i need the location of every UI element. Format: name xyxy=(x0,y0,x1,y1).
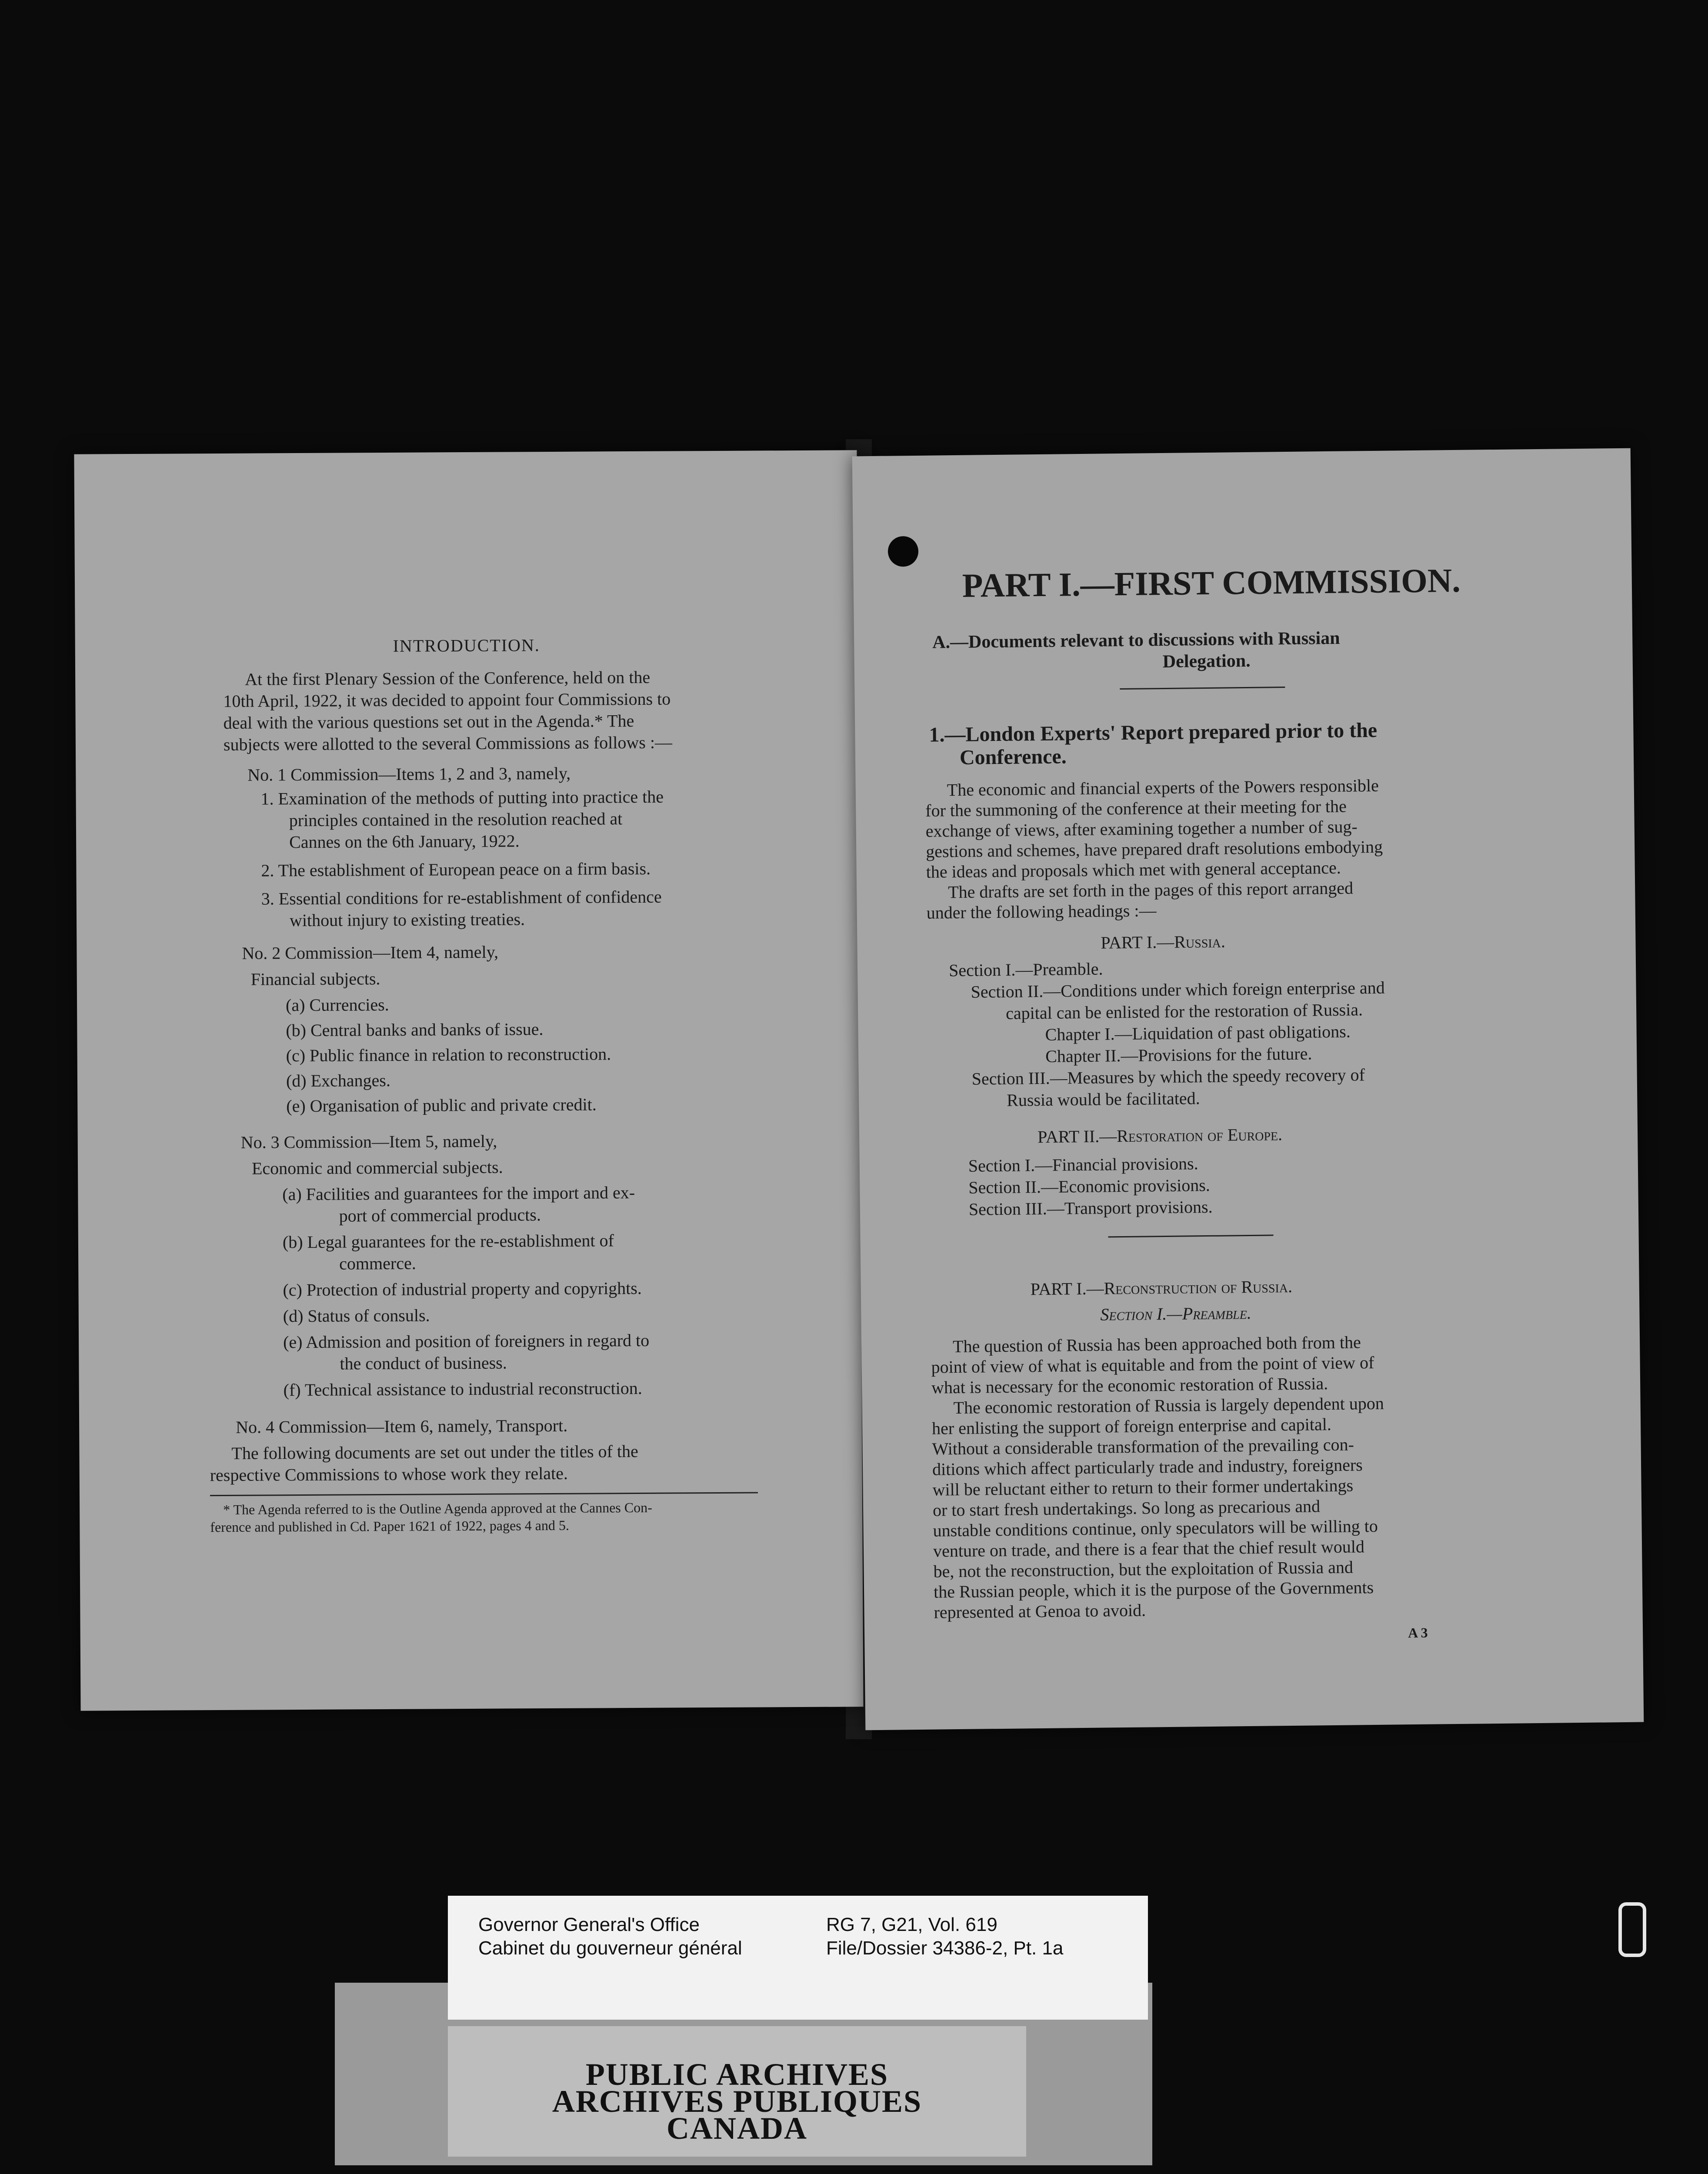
commission-1-item: without injury to existing treaties. xyxy=(289,909,525,930)
commission-3-item: (c) Protection of industrial property and copyrights. xyxy=(283,1278,642,1300)
section-a-heading: A.—Documents relevant to discussions with Russian xyxy=(932,628,1340,653)
intro-line: At the first Plenary Session of the Conference, held on the xyxy=(245,667,651,689)
archives-stamp-line: CANADA xyxy=(667,2111,807,2146)
body-line: her enlisting the support of foreign enterprise and capital. xyxy=(931,1414,1331,1438)
contents-line: Russia would be facilitated. xyxy=(1006,1088,1200,1110)
commission-1-item: 3. Essential conditions for re-establishment of confidence xyxy=(261,887,662,909)
body-line: The economic and financial experts of the Powers responsible xyxy=(947,775,1379,800)
part-1-reconstruction-heading: PART I.—Reconstruction of Russia. xyxy=(1030,1276,1293,1299)
frame-counter-mark xyxy=(1618,1902,1646,1957)
body-line: will be reluctant either to return to their former undertakings xyxy=(932,1475,1354,1500)
footnote-line: * The Agenda referred to is the Outline Agenda approved at the Cannes Con- xyxy=(223,1499,652,1517)
commission-3-item: port of commercial products. xyxy=(339,1205,541,1226)
section-a-heading: Delegation. xyxy=(1162,650,1251,672)
commission-1-item: 2. The establishment of European peace on a firm basis. xyxy=(261,858,651,880)
body-line: be, not the reconstruction, but the exploitation of Russia and xyxy=(933,1557,1354,1581)
commission-4-heading: No. 4 Commission—Item 6, namely, Transport. xyxy=(236,1415,568,1437)
right-page xyxy=(852,448,1644,1731)
contents-line: Section I.—Preamble. xyxy=(948,959,1103,980)
commission-3-item: (d) Status of consuls. xyxy=(283,1305,430,1326)
punch-hole xyxy=(888,536,919,567)
commission-1-item: 1. Examination of the methods of putting into practice the xyxy=(260,787,664,809)
commission-3-item: commerce. xyxy=(339,1253,416,1274)
part-2-europe-heading: PART II.—Restoration of Europe. xyxy=(1037,1124,1283,1147)
item-1-heading: Conference. xyxy=(959,745,1067,769)
office-name-en: Governor General's Office xyxy=(478,1914,700,1935)
commission-1-heading: No. 1 Commission—Items 1, 2 and 3, namely, xyxy=(247,763,571,785)
commission-2-heading: No. 2 Commission—Item 4, namely, xyxy=(242,942,499,963)
footnote-line: ference and published in Cd. Paper 1621 of 1922, pages 4 and 5. xyxy=(210,1517,570,1535)
file-dossier-number: File/Dossier 34386-2, Pt. 1a xyxy=(826,1937,1064,1959)
commission-2-item: (a) Currencies. xyxy=(285,994,389,1015)
commission-3-item: (a) Facilities and guarantees for the import and ex- xyxy=(282,1183,635,1204)
archives-stamp-line: PUBLIC ARCHIVES xyxy=(585,2057,889,2092)
commission-2-item: (b) Central banks and banks of issue. xyxy=(286,1019,544,1040)
separator-rule xyxy=(1120,687,1285,690)
body-line: exchange of views, after examining together a number of sug- xyxy=(925,817,1358,841)
commission-2-subject: Financial subjects. xyxy=(250,969,380,989)
item-1-heading: 1.—London Experts' Report prepared prior to the xyxy=(929,718,1378,747)
contents-line: capital can be enlisted for the restoration of Russia. xyxy=(1005,1000,1363,1023)
body-line: represented at Genoa to avoid. xyxy=(934,1600,1146,1622)
part-1-russia-heading: PART I.—Russia. xyxy=(1101,931,1226,953)
commission-3-heading: No. 3 Commission—Item 5, namely, xyxy=(240,1131,497,1152)
body-line: The economic restoration of Russia is largely dependent upon xyxy=(953,1393,1384,1418)
commission-3-item: the conduct of business. xyxy=(340,1353,507,1374)
left-page xyxy=(74,450,863,1711)
office-name-fr: Cabinet du gouverneur général xyxy=(478,1937,742,1959)
footnote-rule xyxy=(210,1492,758,1497)
separator-rule xyxy=(1108,1234,1274,1237)
commission-1-item: principles contained in the resolution reached at xyxy=(289,809,623,830)
contents-line: Section III.—Measures by which the speedy recovery of xyxy=(971,1065,1365,1089)
introduction-heading: INTRODUCTION. xyxy=(393,635,540,656)
archives-stamp xyxy=(448,2026,1026,2157)
commission-3-item: (f) Technical assistance to industrial reconstruction. xyxy=(283,1378,642,1400)
intro-line: 10th April, 1922, it was decided to appoint four Commissions to xyxy=(223,689,671,711)
body-line: point of view of what is equitable and from the point of view of xyxy=(931,1352,1374,1377)
body-line: ditions which affect particularly trade and industry, foreigners xyxy=(932,1455,1363,1479)
body-line: Without a considerable transformation of the prevailing con- xyxy=(932,1434,1354,1459)
body-line: the Russian people, which it is the purpose of the Governments xyxy=(933,1577,1374,1602)
body-line: the ideas and proposals which met with general acceptance. xyxy=(926,857,1341,882)
contents-line: Section III.—Transport provisions. xyxy=(968,1197,1213,1219)
commission-2-item: (d) Exchanges. xyxy=(286,1070,391,1091)
record-group-volume: RG 7, G21, Vol. 619 xyxy=(826,1914,997,1935)
intro-line: subjects were allotted to the several Commissions as follows :— xyxy=(223,732,673,754)
body-line: unstable conditions continue, only speculators will be willing to xyxy=(933,1516,1378,1540)
commission-2-item: (c) Public finance in relation to reconstruction. xyxy=(286,1044,611,1066)
closing-line: The following documents are set out under the titles of the xyxy=(231,1441,638,1463)
intro-line: deal with the various questions set out in the Agenda.* The xyxy=(223,710,634,733)
closing-line: respective Commissions to whose work they relate. xyxy=(210,1463,568,1485)
body-line: under the following headings :— xyxy=(926,900,1157,923)
commission-3-subject: Economic and commercial subjects. xyxy=(251,1157,503,1178)
body-line: venture on trade, and there is a fear that the chief result would xyxy=(933,1537,1365,1561)
body-line: gestions and schemes, have prepared draft resolutions embodying xyxy=(925,837,1383,861)
contents-line: Section II.—Conditions under which foreign enterprise and xyxy=(971,977,1385,1002)
body-line: The question of Russia has been approached both from the xyxy=(952,1332,1361,1357)
archive-reference-label xyxy=(448,1896,1148,2020)
contents-line: Section I.—Financial provisions. xyxy=(968,1154,1198,1176)
commission-2-item: (e) Organisation of public and private credit. xyxy=(286,1094,597,1116)
archives-stamp-line: ARCHIVES PUBLIQUES xyxy=(552,2084,922,2119)
commission-3-item: (b) Legal guarantees for the re-establishment of xyxy=(282,1230,614,1252)
body-line: what is necessary for the economic restoration of Russia. xyxy=(931,1374,1328,1397)
body-line: The drafts are set forth in the pages of this report arranged xyxy=(947,878,1354,902)
contents-line: Chapter I.—Liquidation of past obligations. xyxy=(1045,1021,1351,1044)
body-line: for the summoning of the conference at their meeting for the xyxy=(925,796,1347,820)
part-title: PART I.—FIRST COMMISSION. xyxy=(962,561,1461,604)
page-signature: A 3 xyxy=(1408,1624,1428,1641)
section-1-preamble-heading: Section I.—Preamble. xyxy=(1100,1303,1251,1324)
contents-line: Chapter II.—Provisions for the future. xyxy=(1045,1044,1312,1066)
commission-1-item: Cannes on the 6th January, 1922. xyxy=(289,831,520,852)
contents-line: Section II.—Economic provisions. xyxy=(968,1175,1211,1197)
commission-3-item: (e) Admission and position of foreigners in regard to xyxy=(283,1330,650,1352)
body-line: or to start fresh undertakings. So long as precarious and xyxy=(932,1496,1321,1520)
